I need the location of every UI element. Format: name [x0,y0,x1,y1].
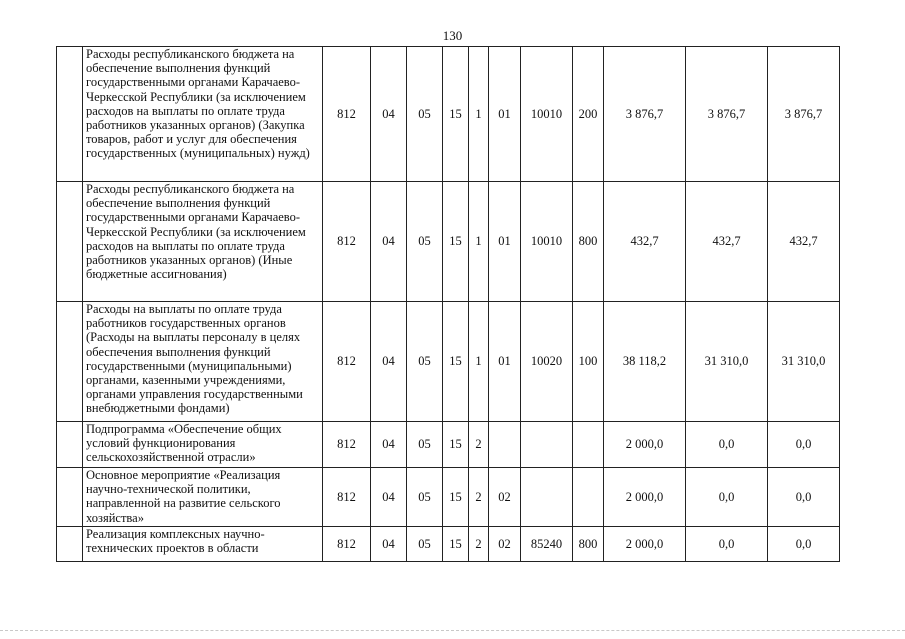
amount-year-2-cell: 0,0 [686,527,768,562]
amount-year-1-cell: 38 118,2 [604,302,686,422]
amount-year-2-cell: 0,0 [686,468,768,527]
expense-name-cell: Основное мероприятие «Реализация научно-технической политики, направленной на развитие сельского хозяйства» [83,468,323,527]
direction-code-cell: 10010 [521,182,573,302]
subprogram-code-cell: 2 [469,527,489,562]
table-row [57,47,840,182]
subsection-code-cell: 05 [407,468,443,527]
subprogram-code-cell: 1 [469,182,489,302]
section-code-cell: 04 [371,182,407,302]
budget-table [56,46,840,562]
amount-year-3-cell: 3 876,7 [768,47,840,182]
subsection-code-cell: 05 [407,182,443,302]
amount-year-1-cell: 2 000,0 [604,468,686,527]
ministry-code-cell: 812 [323,527,371,562]
ministry-code-cell: 812 [323,468,371,527]
ministry-code-cell: 812 [323,47,371,182]
direction-code-cell: 85240 [521,527,573,562]
direction-code-cell [521,422,573,468]
amount-year-1-cell: 2 000,0 [604,422,686,468]
subprogram-code-cell: 2 [469,422,489,468]
row-number-cell [57,422,83,468]
table-row [57,422,840,468]
amount-year-3-cell: 0,0 [768,422,840,468]
subprogram-code-cell: 2 [469,468,489,527]
subsection-code-cell: 05 [407,527,443,562]
ministry-code-cell: 812 [323,182,371,302]
event-code-cell: 02 [489,468,521,527]
program-code-cell: 15 [443,468,469,527]
table-row [57,302,840,422]
table-row [57,182,840,302]
row-number-cell [57,182,83,302]
expense-name-cell: Расходы на выплаты по оплате труда работников государственных органов (Расходы на выплаты персоналу в целях обеспечения выполнения функций государственными (муниципальными) органами, казенными учреждениями, органами управления государственными внебюджетными фондами) [83,302,323,422]
section-code-cell: 04 [371,527,407,562]
expense-type-code-cell: 800 [573,182,604,302]
row-number-cell [57,302,83,422]
row-number-cell [57,47,83,182]
program-code-cell: 15 [443,302,469,422]
expense-type-code-cell: 200 [573,47,604,182]
section-code-cell: 04 [371,468,407,527]
program-code-cell: 15 [443,422,469,468]
expense-type-code-cell [573,468,604,527]
table-row [57,527,840,562]
direction-code-cell [521,468,573,527]
event-code-cell: 01 [489,182,521,302]
event-code-cell [489,422,521,468]
expense-name-cell: Расходы республиканского бюджета на обеспечение выполнения функций государственными органами Карачаево-Черкесской Республики (за исключением расходов на выплаты по оплате труда работников указанных органов) (Иные бюджетные ассигнования) [83,182,323,302]
program-code-cell: 15 [443,182,469,302]
amount-year-3-cell: 0,0 [768,468,840,527]
section-code-cell: 04 [371,47,407,182]
event-code-cell: 02 [489,527,521,562]
subsection-code-cell: 05 [407,302,443,422]
expense-type-code-cell [573,422,604,468]
event-code-cell: 01 [489,302,521,422]
table-row [57,468,840,527]
event-code-cell: 01 [489,47,521,182]
subsection-code-cell: 05 [407,422,443,468]
row-number-cell [57,468,83,527]
amount-year-2-cell: 3 876,7 [686,47,768,182]
expense-type-code-cell: 100 [573,302,604,422]
amount-year-2-cell: 432,7 [686,182,768,302]
section-code-cell: 04 [371,302,407,422]
amount-year-2-cell: 0,0 [686,422,768,468]
direction-code-cell: 10010 [521,47,573,182]
scan-edge-line [0,630,905,632]
amount-year-3-cell: 432,7 [768,182,840,302]
program-code-cell: 15 [443,527,469,562]
ministry-code-cell: 812 [323,302,371,422]
section-code-cell: 04 [371,422,407,468]
amount-year-3-cell: 31 310,0 [768,302,840,422]
amount-year-1-cell: 3 876,7 [604,47,686,182]
expense-name-cell: Реализация комплексных научно-технических проектов в области [83,527,323,562]
ministry-code-cell: 812 [323,422,371,468]
amount-year-1-cell: 432,7 [604,182,686,302]
subprogram-code-cell: 1 [469,47,489,182]
expense-type-code-cell: 800 [573,527,604,562]
subsection-code-cell: 05 [407,47,443,182]
direction-code-cell: 10020 [521,302,573,422]
amount-year-2-cell: 31 310,0 [686,302,768,422]
amount-year-3-cell: 0,0 [768,527,840,562]
subprogram-code-cell: 1 [469,302,489,422]
row-number-cell [57,527,83,562]
expense-name-cell: Расходы республиканского бюджета на обеспечение выполнения функций государственными органами Карачаево-Черкесской Республики (за исключением расходов на выплаты по оплате труда работников указанных органов) (Закупка товаров, работ и услуг для обеспечения государственных (муниципальных) нужд) [83,47,323,182]
page-number: 130 [442,28,463,43]
program-code-cell: 15 [443,47,469,182]
amount-year-1-cell: 2 000,0 [604,527,686,562]
expense-name-cell: Подпрограмма «Обеспечение общих условий функционирования сельскохозяйственной отрасли» [83,422,323,468]
